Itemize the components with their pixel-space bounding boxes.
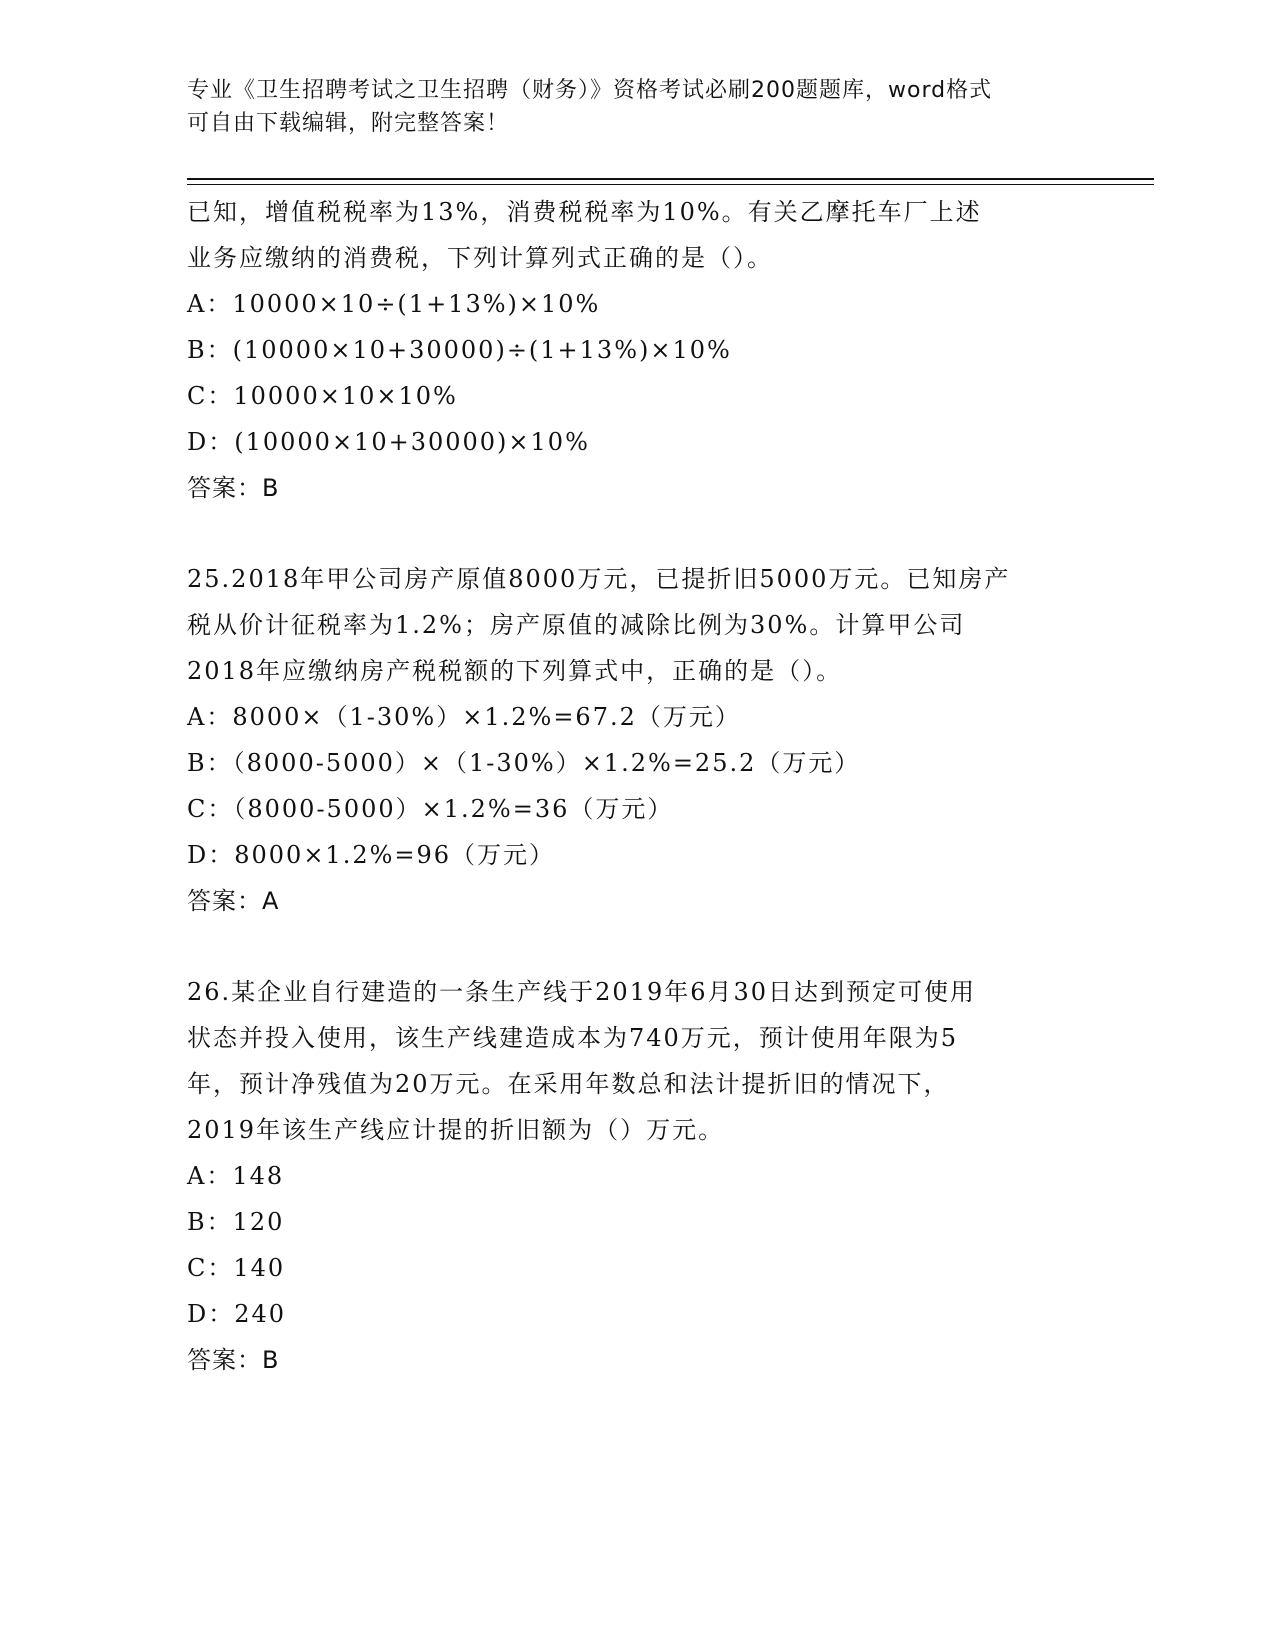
spacer: [187, 924, 1087, 969]
question-stem-line: 业务应缴纳的消费税，下列计算列式正确的是（）。: [187, 244, 773, 272]
header-rule-thick: [187, 178, 1154, 180]
answer-line: 答案：B: [187, 1346, 280, 1374]
question-stem-line: 2019年该生产线应计提的折旧额为（）万元。: [187, 1116, 725, 1144]
option-a: A：148: [187, 1162, 285, 1190]
question-stem-line: 26.某企业自行建造的一条生产线于2019年6月30日达到预定可使用: [187, 978, 977, 1006]
option-d: D：(10000×10+30000)×10%: [187, 428, 590, 456]
header-rule-thin: [187, 184, 1154, 185]
option-d: D：240: [187, 1300, 287, 1328]
header-line-1: 专业《卫生招聘考试之卫生招聘（财务）》资格考试必刷200题题库，word格式: [187, 78, 993, 103]
answer-line: 答案：A: [187, 887, 280, 915]
question-stem-line: 已知，增值税税率为13%，消费税税率为10%。有关乙摩托车厂上述: [187, 198, 982, 226]
option-a: A：10000×10÷(1+13%)×10%: [187, 290, 601, 318]
question-stem-line: 25.2018年甲公司房产原值8000万元，已提折旧5000万元。已知房产: [187, 565, 1011, 593]
document-body: [187, 189, 1087, 1383]
question-26-block: [187, 969, 1087, 1383]
option-c: C：（8000-5000）×1.2%=36（万元）: [187, 795, 674, 823]
spacer: [187, 511, 1087, 556]
question-25-block: [187, 556, 1087, 924]
question-stem-line: 年，预计净残值为20万元。在采用年数总和法计提折旧的情况下，: [187, 1070, 950, 1098]
option-a: A：8000×（1-30%）×1.2%=67.2（万元）: [187, 703, 741, 731]
question-stem-line: 2018年应缴纳房产税税额的下列算式中，正确的是（）。: [187, 657, 843, 685]
option-b: B：(10000×10+30000)÷(1+13%)×10%: [187, 336, 732, 364]
question-stem-line: 状态并投入使用，该生产线建造成本为740万元，预计使用年限为5: [187, 1024, 959, 1052]
question-stem-line: 税从价计征税率为1.2%；房产原值的减除比例为30%。计算甲公司: [187, 611, 966, 639]
header-line-2: 可自由下载编辑，附完整答案！: [187, 111, 510, 136]
answer-line: 答案：B: [187, 474, 280, 502]
option-c: C：10000×10×10%: [187, 382, 458, 410]
question-24-block: [187, 189, 1087, 511]
option-b: B：120: [187, 1208, 285, 1236]
option-b: B：（8000-5000）×（1-30%）×1.2%=25.2（万元）: [187, 749, 861, 777]
option-c: C：140: [187, 1254, 286, 1282]
option-d: D：8000×1.2%=96（万元）: [187, 841, 556, 869]
document-header: [187, 74, 1087, 140]
